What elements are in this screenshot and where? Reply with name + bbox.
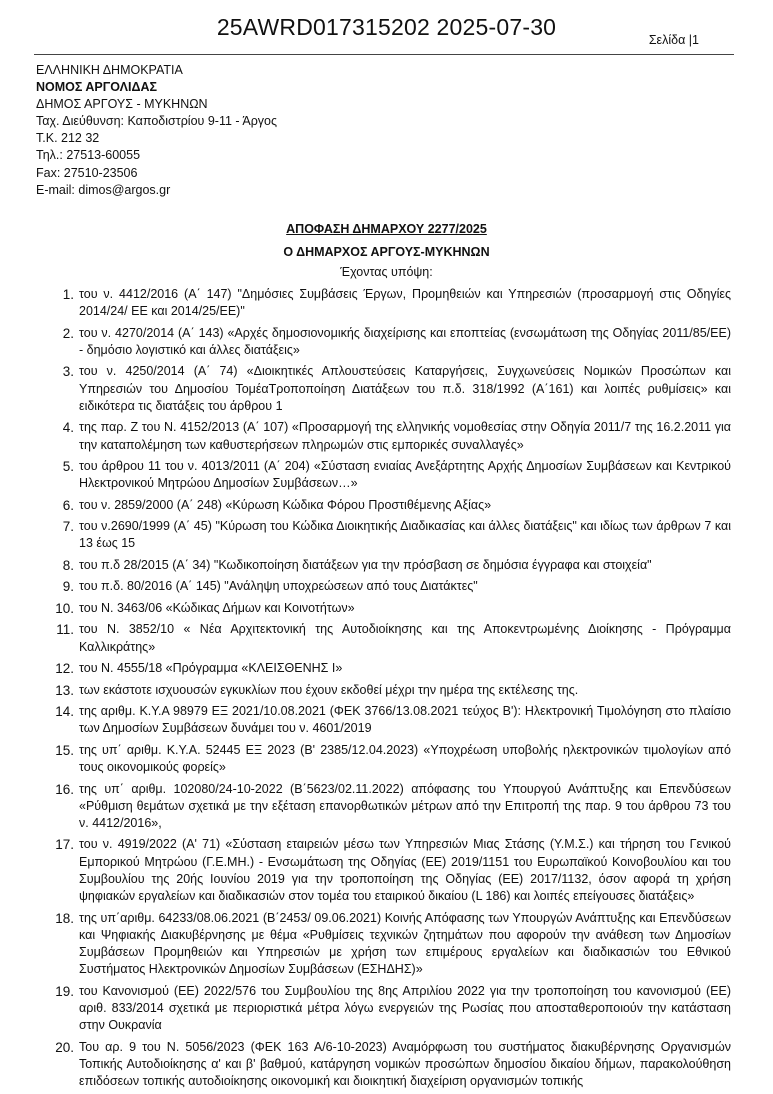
item-text: του Ν. 3852/10 « Νέα Αρχιτεκτονική της Αυτοδιοίκησης και της Αποκεντρωμένης Διοίκησης - Πρόγραμμα Καλλικράτης» xyxy=(79,622,731,654)
item-number: 1. xyxy=(62,287,74,302)
list-item xyxy=(0,458,773,492)
list-item xyxy=(0,557,773,574)
list-item xyxy=(0,497,773,514)
item-text: του ν. 4250/2014 (Α΄ 74) «Διοικητικές Απλουστεύσεις Καταργήσεις, Συγχωνεύσεις Νομικών Προσώπων και Υπηρεσιών του Δημοσίου ΤομέαΤροποποίηση Διατάξεων του π.δ. 318/1992 (Α΄161) και λοιπές ρυθμίσεις» και ειδικότερα τις διατάξεις του άρθρου 1 xyxy=(79,364,731,413)
legal-basis-list xyxy=(0,286,773,1094)
municipality-line: ΔΗΜΟΣ ΑΡΓΟΥΣ - ΜΥΚΗΝΩΝ xyxy=(36,97,208,112)
item-text: του ν.2690/1999 (Α΄ 45) "Κύρωση του Κώδικα Διοικητικής Διαδικασίας και άλλες διατάξεις" και ιδίως των άρθρων 7 και 13 έως 15 xyxy=(79,519,731,551)
item-number: 18. xyxy=(55,910,74,926)
prefecture-line: ΝΟΜΟΣ ΑΡΓΟΛΙΔΑΣ xyxy=(36,80,157,95)
document-id: 25AWRD017315202 2025-07-30 xyxy=(216,14,557,40)
item-text: Του αρ. 9 του Ν. 5056/2023 (ΦΕΚ 163 Α/6-10-2023) Αναμόρφωση του συστήματος διακυβέρνησης Οργανισμών Τοπικής Αυτοδιοίκησης α' και β' βαθμού, κατάργηση νομικών προσώπων δημοσίου δικαίου δήμων, παρακολούθηση επιδόσεων τοπικής αυτοδιοίκησης οικονομική και διοικητική διαχείριση οργανισμών τοπικής xyxy=(79,1039,731,1088)
item-number: 13. xyxy=(55,682,74,698)
item-number: 14. xyxy=(55,704,74,720)
item-number: 19. xyxy=(55,983,74,999)
address-line: Ταχ. Διεύθυνση: Καποδιστρίου 9-11 - Άργος xyxy=(36,114,278,129)
list-item xyxy=(0,578,773,595)
item-text: του άρθρου 11 του ν. 4013/2011 (Α΄ 204) «Σύσταση ενιαίας Ανεξάρτητης Αρχής Δημοσίων Συμβάσεων και Κεντρικού Ηλεκτρονικού Μητρώου Δημοσίων Συμβάσεων…» xyxy=(79,459,731,491)
list-item xyxy=(0,781,773,833)
item-text: του Κανονισμού (ΕΕ) 2022/576 του Συμβουλίου της 8ης Απριλίου 2022 για την τροποποίηση του κανονισμού (ΕΕ) αριθ. 833/2014 σχετικά με περιοριστικά μέτρα λόγω ενεργειών της Ρωσίας που αποσταθεροποιούν την κατάσταση στην Ουκρανία xyxy=(79,983,731,1033)
item-text: του ν. 2859/2000 (Α΄ 248) «Κύρωση Κώδικα Φόρου Προστιθέμενης Αξίας» xyxy=(79,497,492,512)
list-item xyxy=(0,910,773,979)
list-item xyxy=(0,703,773,737)
item-number: 3. xyxy=(62,364,74,380)
item-number: 2. xyxy=(62,325,74,341)
item-text: του Ν. 3463/06 «Κώδικας Δήμων και Κοινοτήτων» xyxy=(79,600,355,615)
item-text: του π.δ 28/2015 (Α΄ 34) "Κωδικοποίηση διατάξεων για την πρόσβαση σε δημόσια έγγραφα και στοιχεία" xyxy=(79,557,652,572)
list-item xyxy=(0,983,773,1035)
list-item xyxy=(0,836,773,905)
list-item xyxy=(0,419,773,453)
item-text: του Ν. 4555/18 «Πρόγραμμα «ΚΛΕΙΣΘΕΝΗΣ Ι» xyxy=(79,661,343,676)
header-divider xyxy=(34,54,734,55)
item-text: της υπ΄ αριθμ. 102080/24-10-2022 (Β΄5623/02.11.2022) απόφασης του Υπουργού Ανάπτυξης και Επενδύσεων «Ρύθμιση θεμάτων σχετικά με την εξέταση επανορθωτικών μέτρων από την Επιτροπή της παρ. 9 του άρθρου 73 του ν. 4412/2016», xyxy=(79,781,731,830)
item-text: των εκάστοτε ισχυουσών εγκυκλίων που έχουν εκδοθεί μέχρι την ημέρα της εκτέλεσης της. xyxy=(79,682,579,697)
item-number: 6. xyxy=(62,497,74,513)
postal-code-line: Τ.Κ. 212 32 xyxy=(36,131,100,146)
item-text: της αριθμ. Κ.Υ.Α 98979 ΕΞ 2021/10.08.2021 (ΦΕΚ 3766/13.08.2021 τεύχος Β'): Ηλεκτρονική Τιμολόγηση στο πλαίσιο των Δημοσίων Συμβάσεων δυνάμει του ν. 4601/2019 xyxy=(79,704,731,736)
decision-title: ΑΠΟΦΑΣΗ ΔΗΜΑΡΧΟΥ 2277/2025 xyxy=(286,222,487,236)
item-number: 8. xyxy=(62,557,74,573)
item-number: 4. xyxy=(62,420,74,436)
list-item xyxy=(0,742,773,776)
country-line: ΕΛΛΗΝΙΚΗ ΔΗΜΟΚΡΑΤΙΑ xyxy=(36,63,183,77)
item-number: 17. xyxy=(55,837,74,853)
list-item xyxy=(0,682,773,699)
item-number: 10. xyxy=(55,600,74,616)
list-item xyxy=(0,1039,773,1091)
item-text: του ν. 4919/2022 (Α' 71) «Σύσταση εταιρειών μέσω των Υπηρεσιών Μιας Στάσης (Υ.Μ.Σ.) και τήρηση του Γενικού Εμπορικού Μητρώου (Γ.Ε.ΜΗ.) - Ενσωμάτωση της Οδηγίας (ΕΕ) 2019/1151 του Ευρωπαϊκού Κοινοβουλίου και του Συμβουλίου της 20ής Ιουνίου 2019 για την τροποποίηση της Οδηγίας (ΕΕ) 2017/1132, όσον αφορά τη χρήση ψηφιακών εργαλείων και διαδικασιών στον τομέα του εταιρικού δικαίου (L 186) και λοιπές επείγουσες διατάξεις» xyxy=(79,837,731,904)
item-number: 15. xyxy=(55,742,74,758)
item-text: της υπ΄ αριθμ. Κ.Υ.Α. 52445 ΕΞ 2023 (Β' 2385/12.04.2023) «Υποχρέωση υποβολής ηλεκτρονικών τιμολογίων από τους οικονομικούς φορείς» xyxy=(79,742,731,775)
list-item xyxy=(0,621,773,655)
mayor-title: Ο ΔΗΜΑΡΧΟΣ ΑΡΓΟΥΣ-ΜΥΚΗΝΩΝ xyxy=(283,245,490,259)
item-text: της παρ. Ζ του Ν. 4152/2013 (Α΄ 107) «Προσαρμογή της ελληνικής νομοθεσίας στην Οδηγία 2011/7 της 16.2.2011 για την καταπολέμηση των καθυστερήσεων πληρωμών στις εμπορικές συναλλαγές» xyxy=(79,420,731,452)
sender-block xyxy=(36,62,277,199)
item-number: 16. xyxy=(55,781,74,797)
list-item xyxy=(0,325,773,359)
fax-line: Fax: 27510-23506 xyxy=(36,165,138,180)
list-item xyxy=(0,518,773,552)
item-text: της υπ΄αριθμ. 64233/08.06.2021 (Β΄2453/ 09.06.2021) Κοινής Απόφασης των Υπουργών Ανάπτυξης και Επενδύσεων και Ψηφιακής Διακυβέρνησης με θέμα «Ρυθμίσεις τεχνικών ζητημάτων που αφορούν την ανάθεση των Δημοσίων Συμβάσεων Προμηθειών και Υπηρεσιών με χρήση των επιμέρους εργαλείων και διαδικασιών του Εθνικού Συστήματος Ηλεκτρονικών Δημοσίων Συμβάσεων (ΕΣΗΔΗΣ)» xyxy=(79,910,731,977)
considering-intro: Έχοντας υπόψη: xyxy=(340,265,433,279)
item-number: 5. xyxy=(62,459,74,475)
list-item xyxy=(0,363,773,415)
item-number: 11. xyxy=(56,622,74,638)
phone-line: Τηλ.: 27513-60055 xyxy=(36,148,141,163)
item-text: του π.δ. 80/2016 (Α΄ 145) "Ανάληψη υποχρεώσεων από τους Διατάκτες" xyxy=(79,579,478,594)
item-number: 9. xyxy=(62,579,74,595)
email-line: E-mail: dimos@argos.gr xyxy=(36,182,171,197)
item-text: του ν. 4270/2014 (Α΄ 143) «Αρχές δημοσιονομικής διαχείρισης και εποπτείας (ενσωμάτωση της Οδηγίας 2011/85/ΕΕ) - δημόσιο λογιστικό και άλλες διατάξεις» xyxy=(79,325,731,357)
item-text: του ν. 4412/2016 (Α΄ 147) "Δημόσιες Συμβάσεις Έργων, Προμηθειών και Υπηρεσιών (προσαρμογή στις Οδηγίες 2014/24/ ΕΕ και 2014/25/ΕΕ)" xyxy=(79,287,731,319)
list-item xyxy=(0,600,773,617)
list-item xyxy=(0,660,773,677)
item-number: 12. xyxy=(55,661,74,677)
page-number: Σελίδα |1 xyxy=(648,33,699,47)
item-number: 20. xyxy=(55,1039,74,1055)
item-number: 7. xyxy=(62,519,74,535)
list-item xyxy=(0,286,773,320)
